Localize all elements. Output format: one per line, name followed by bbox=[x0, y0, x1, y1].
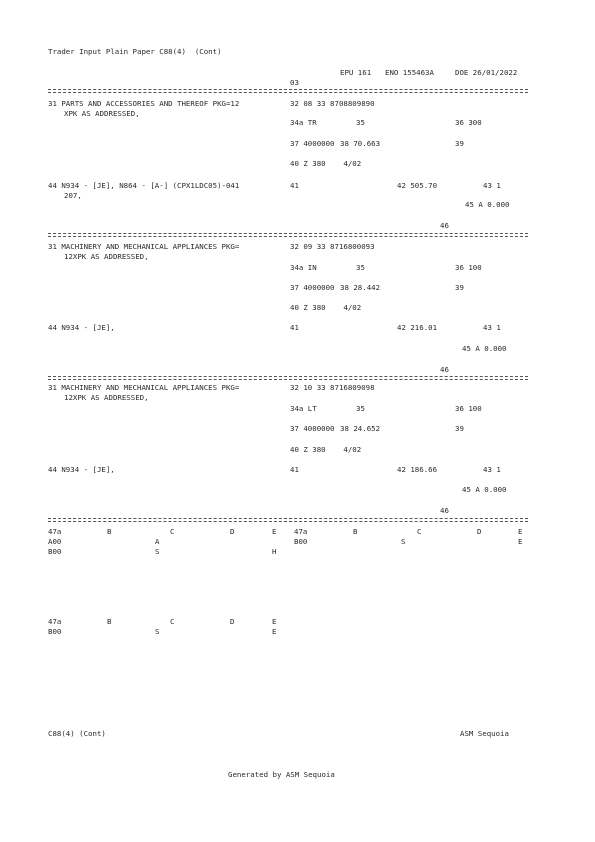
additional-info-line-1: 44 N934 - [JE], bbox=[48, 323, 115, 332]
tax-header-e: E bbox=[272, 527, 277, 536]
tax-header-47a: 47a bbox=[48, 617, 62, 626]
statistical-value: 46 bbox=[440, 506, 449, 515]
supplementary-units: 41 bbox=[290, 323, 299, 332]
description-line-2: 12XPK AS ADDRESSED, bbox=[64, 252, 149, 261]
commodity-code: 32 09 33 8716800093 bbox=[290, 242, 375, 251]
divider bbox=[48, 376, 528, 377]
quota: 39 bbox=[455, 139, 464, 148]
tax-header-b: B bbox=[107, 617, 112, 626]
tax-header-b: B bbox=[107, 527, 112, 536]
country-of-origin: 34a LT bbox=[290, 404, 317, 413]
tax-code: S bbox=[155, 627, 160, 636]
valuation-method: 43 1 bbox=[483, 323, 501, 332]
tax-code: S bbox=[401, 537, 406, 546]
tax-type: B00 bbox=[294, 537, 308, 546]
valuation-method: 43 1 bbox=[483, 465, 501, 474]
net-mass: 38 24.652 bbox=[340, 424, 381, 433]
entry-number: ENO 155463A bbox=[385, 68, 434, 77]
commodity-code: 32 08 33 8708809890 bbox=[290, 99, 375, 108]
tax-code: S bbox=[155, 547, 160, 556]
tax-header-c: C bbox=[170, 527, 175, 536]
tax-type: A00 bbox=[48, 537, 62, 546]
statistical-value: 46 bbox=[440, 221, 449, 230]
tax-header-c: C bbox=[170, 617, 175, 626]
preference: 36 100 bbox=[455, 404, 482, 413]
software-name: ASM Sequoia bbox=[460, 729, 509, 738]
previous-document: 40 Z 380 4/02 bbox=[290, 445, 362, 454]
net-mass: 38 28.442 bbox=[340, 283, 381, 292]
tax-header-b: B bbox=[353, 527, 358, 536]
tax-method: E bbox=[518, 537, 523, 546]
statistical-value: 46 bbox=[440, 365, 449, 374]
preference: 36 300 bbox=[455, 118, 482, 127]
valuation-method: 43 1 bbox=[483, 181, 501, 190]
previous-document: 40 Z 380 4/02 bbox=[290, 303, 362, 312]
description-line-1: 31 MACHINERY AND MECHANICAL APPLIANCES PKG= bbox=[48, 242, 240, 251]
procedure-code: 37 4000000 bbox=[290, 424, 335, 433]
description-line-1: 31 PARTS AND ACCESSORIES AND THEREOF PKG=12 bbox=[48, 99, 240, 108]
tax-method: H bbox=[272, 547, 277, 556]
tax-type: B00 bbox=[48, 627, 62, 636]
document-title: Trader Input Plain Paper C88(4) (Cont) bbox=[48, 47, 222, 56]
valuation-adjustment: 45 A 0.000 bbox=[462, 485, 507, 494]
tax-header-d: D bbox=[477, 527, 482, 536]
tax-header-d: D bbox=[230, 617, 235, 626]
gross-mass: 35 bbox=[356, 263, 365, 272]
divider bbox=[48, 233, 528, 234]
gross-mass: 35 bbox=[356, 404, 365, 413]
divider bbox=[48, 89, 528, 90]
net-mass: 38 70.663 bbox=[340, 139, 381, 148]
tax-header-47a: 47a bbox=[48, 527, 62, 536]
divider bbox=[48, 379, 528, 380]
valuation-adjustment: 45 A 0.000 bbox=[465, 200, 510, 209]
tax-header-47a: 47a bbox=[294, 527, 308, 536]
additional-info-line-1: 44 N934 - [JE], bbox=[48, 465, 115, 474]
divider bbox=[48, 236, 528, 237]
form-reference: C88(4) (Cont) bbox=[48, 729, 106, 738]
quota: 39 bbox=[455, 424, 464, 433]
tax-type: B00 bbox=[48, 547, 62, 556]
preference: 36 100 bbox=[455, 263, 482, 272]
item-price: 42 216.01 bbox=[397, 323, 438, 332]
description-line-2: 12XPK AS ADDRESSED, bbox=[64, 393, 149, 402]
valuation-adjustment: 45 A 0.000 bbox=[462, 344, 507, 353]
procedure-code: 37 4000000 bbox=[290, 139, 335, 148]
tax-header-c: C bbox=[417, 527, 422, 536]
previous-document: 40 Z 380 4/02 bbox=[290, 159, 362, 168]
country-of-origin: 34a TR bbox=[290, 118, 317, 127]
quota: 39 bbox=[455, 283, 464, 292]
commodity-code: 32 10 33 8716809098 bbox=[290, 383, 375, 392]
supplementary-units: 41 bbox=[290, 181, 299, 190]
procedure-code: 37 4000000 bbox=[290, 283, 335, 292]
tax-code: A bbox=[155, 537, 160, 546]
description-line-1: 31 MACHINERY AND MECHANICAL APPLIANCES PKG= bbox=[48, 383, 240, 392]
epu-number: EPU 161 bbox=[340, 68, 372, 77]
additional-info-line-1: 44 N934 - [JE], N864 - [A-] (CPX1LDC05)-041 bbox=[48, 181, 240, 190]
divider bbox=[48, 521, 528, 522]
item-price: 42 186.66 bbox=[397, 465, 438, 474]
tax-header-e: E bbox=[272, 617, 277, 626]
description-line-2: XPK AS ADDRESSED, bbox=[64, 109, 140, 118]
additional-info-line-2: 207, bbox=[64, 191, 82, 200]
box-03: 03 bbox=[290, 78, 299, 87]
gross-mass: 35 bbox=[356, 118, 365, 127]
generated-by: Generated by ASM Sequoia bbox=[228, 770, 335, 779]
item-price: 42 505.70 bbox=[397, 181, 438, 190]
divider bbox=[48, 518, 528, 519]
date-of-entry: DOE 26/01/2022 bbox=[455, 68, 518, 77]
divider bbox=[48, 92, 528, 93]
tax-header-e: E bbox=[518, 527, 523, 536]
tax-method: E bbox=[272, 627, 277, 636]
supplementary-units: 41 bbox=[290, 465, 299, 474]
tax-header-d: D bbox=[230, 527, 235, 536]
country-of-origin: 34a IN bbox=[290, 263, 317, 272]
